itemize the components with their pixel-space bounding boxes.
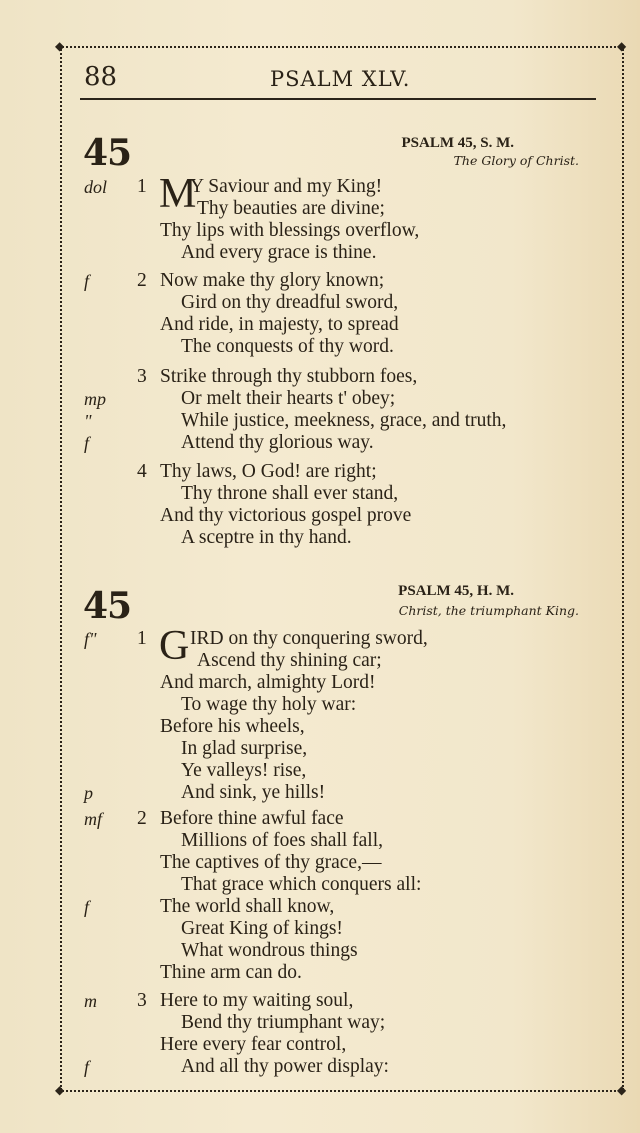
- hymn-number: 45: [83, 132, 132, 174]
- corner-ornament-icon: ◆: [617, 39, 627, 53]
- subtitle-name: Christ: [398, 603, 438, 618]
- verse-line: [0, 483, 600, 505]
- verse-text: And sink, ye hills!: [181, 782, 326, 803]
- verse-line: [0, 782, 600, 804]
- verse-text: The world shall know,: [160, 896, 335, 917]
- verse-text: To wage thy holy war:: [181, 694, 357, 715]
- verse-text: Strike through thy stubborn foes,: [160, 366, 418, 387]
- hymn-number: 45: [83, 585, 132, 627]
- verse-line: [0, 990, 600, 1012]
- hymn-title: PSALM 45, S. M.: [401, 135, 514, 151]
- drop-cap: G: [159, 623, 190, 669]
- dynamic-marking: m: [84, 991, 97, 1011]
- verse-text: Thy beauties are divine;: [197, 198, 385, 219]
- verse-text: Y Saviour and my King!: [190, 176, 383, 197]
- verse-line: [0, 962, 600, 984]
- verse-text: Now make thy glory known;: [160, 270, 385, 291]
- verse-text: IRD on thy conquering sword,: [190, 628, 428, 649]
- verse-line: [0, 461, 600, 483]
- right-border: [622, 46, 624, 1090]
- dynamic-marking: mp: [84, 389, 106, 409]
- verse-line: [0, 896, 600, 918]
- verse-line: [0, 738, 600, 760]
- verse-text: Ye valleys! rise,: [181, 760, 307, 781]
- header-rule: [80, 98, 596, 100]
- verse-line: [0, 242, 600, 264]
- corner-ornament-icon: ◆: [55, 1083, 65, 1097]
- verse-line: [0, 1012, 600, 1034]
- verse-line: [0, 808, 600, 830]
- verse-line: [0, 198, 600, 220]
- verse-line: [0, 220, 600, 242]
- verse-text: The captives of thy grace,—: [160, 852, 382, 873]
- verse-line: [0, 852, 600, 874]
- verse-line: [0, 270, 600, 292]
- verse-text: Ascend thy shining car;: [197, 650, 382, 671]
- dynamic-marking: p: [84, 783, 93, 803]
- dynamic-marking: f: [84, 897, 90, 917]
- verse-text: Thy throne shall ever stand,: [181, 483, 399, 504]
- running-title: PSALM XLV.: [270, 67, 411, 91]
- verse-line: [0, 940, 600, 962]
- verse-text: And march, almighty Lord!: [160, 672, 376, 693]
- bottom-border: [58, 1090, 624, 1092]
- verse-text: The conquests of thy word.: [181, 336, 394, 357]
- hymn-subtitle: [160, 603, 594, 618]
- verse-text: Thy laws, O God! are right;: [160, 461, 377, 482]
- dynamic-marking: f: [84, 1057, 90, 1077]
- verse-text: Gird on thy dreadful sword,: [181, 292, 399, 313]
- verse-line: [0, 505, 600, 527]
- dynamic-marking: mf: [84, 809, 102, 829]
- verse-text: A sceptre in thy hand.: [181, 527, 352, 548]
- verse-number: 2: [137, 808, 147, 829]
- verse-number: 1: [137, 176, 147, 197]
- verse-line: [0, 694, 600, 716]
- page-number: 88: [84, 62, 118, 92]
- drop-cap: M: [159, 171, 197, 217]
- verse-line: [0, 830, 600, 852]
- verse-text: Millions of foes shall fall,: [181, 830, 384, 851]
- verse-number: 3: [137, 366, 147, 387]
- verse-line: [0, 716, 600, 738]
- verse-line: [0, 176, 600, 198]
- verse-text: And every grace is thine.: [181, 242, 377, 263]
- verse-text: And thy victorious gospel prove: [160, 505, 412, 526]
- dynamic-marking: f": [84, 629, 97, 649]
- verse-line: [0, 366, 600, 388]
- verse-text: And ride, in majesty, to spread: [160, 314, 399, 335]
- verse-line: [0, 672, 600, 694]
- verse-line: [0, 292, 600, 314]
- verse-text: And all thy power display:: [181, 1056, 389, 1077]
- verse-text: What wondrous things: [181, 940, 358, 961]
- verse-text: Thy lips with blessings overflow,: [160, 220, 420, 241]
- verse-line: [0, 918, 600, 940]
- verse-text: Bend thy triumphant way;: [181, 1012, 386, 1033]
- verse-number: 1: [137, 628, 147, 649]
- verse-number: 3: [137, 990, 147, 1011]
- verse-text: In glad surprise,: [181, 738, 308, 759]
- verse-text: Here every fear control,: [160, 1034, 347, 1055]
- verse-text: Attend thy glorious way.: [181, 432, 374, 453]
- verse-text: That grace which conquers all:: [181, 874, 422, 895]
- verse-line: [0, 527, 600, 549]
- verse-line: [0, 874, 600, 896]
- corner-ornament-icon: ◆: [617, 1083, 627, 1097]
- verse-line: [0, 650, 600, 672]
- subtitle-rest: , the triumphant King.: [437, 603, 579, 618]
- dynamic-marking: ": [84, 411, 92, 431]
- verse-text: Thine arm can do.: [160, 962, 302, 983]
- verse-text: Or melt their hearts t' obey;: [181, 388, 396, 409]
- verse-text: Before thine awful face: [160, 808, 344, 829]
- verse-number: 4: [137, 461, 147, 482]
- verse-text: Before his wheels,: [160, 716, 305, 737]
- hymn-title: PSALM 45, H. M.: [398, 583, 514, 599]
- corner-ornament-icon: ◆: [55, 39, 65, 53]
- verse-line: [0, 314, 600, 336]
- verse-text: Here to my waiting soul,: [160, 990, 354, 1011]
- top-border: [58, 46, 624, 48]
- verse-line: [0, 760, 600, 782]
- verse-text: Great King of kings!: [181, 918, 343, 939]
- verse-number: 2: [137, 270, 147, 291]
- dynamic-marking: f: [84, 433, 90, 453]
- verse-line: [0, 628, 600, 650]
- verse-line: [0, 336, 600, 358]
- verse-line: [0, 1034, 600, 1056]
- verse-line: [0, 1056, 600, 1078]
- hymn-subtitle: The Glory of Christ.: [453, 153, 579, 168]
- dynamic-marking: dol: [84, 177, 108, 197]
- dynamic-marking: f: [84, 271, 90, 291]
- verse-line: [0, 410, 600, 432]
- verse-line: [0, 432, 600, 454]
- verse-line: [0, 388, 600, 410]
- verse-text: While justice, meekness, grace, and truth,: [181, 410, 507, 431]
